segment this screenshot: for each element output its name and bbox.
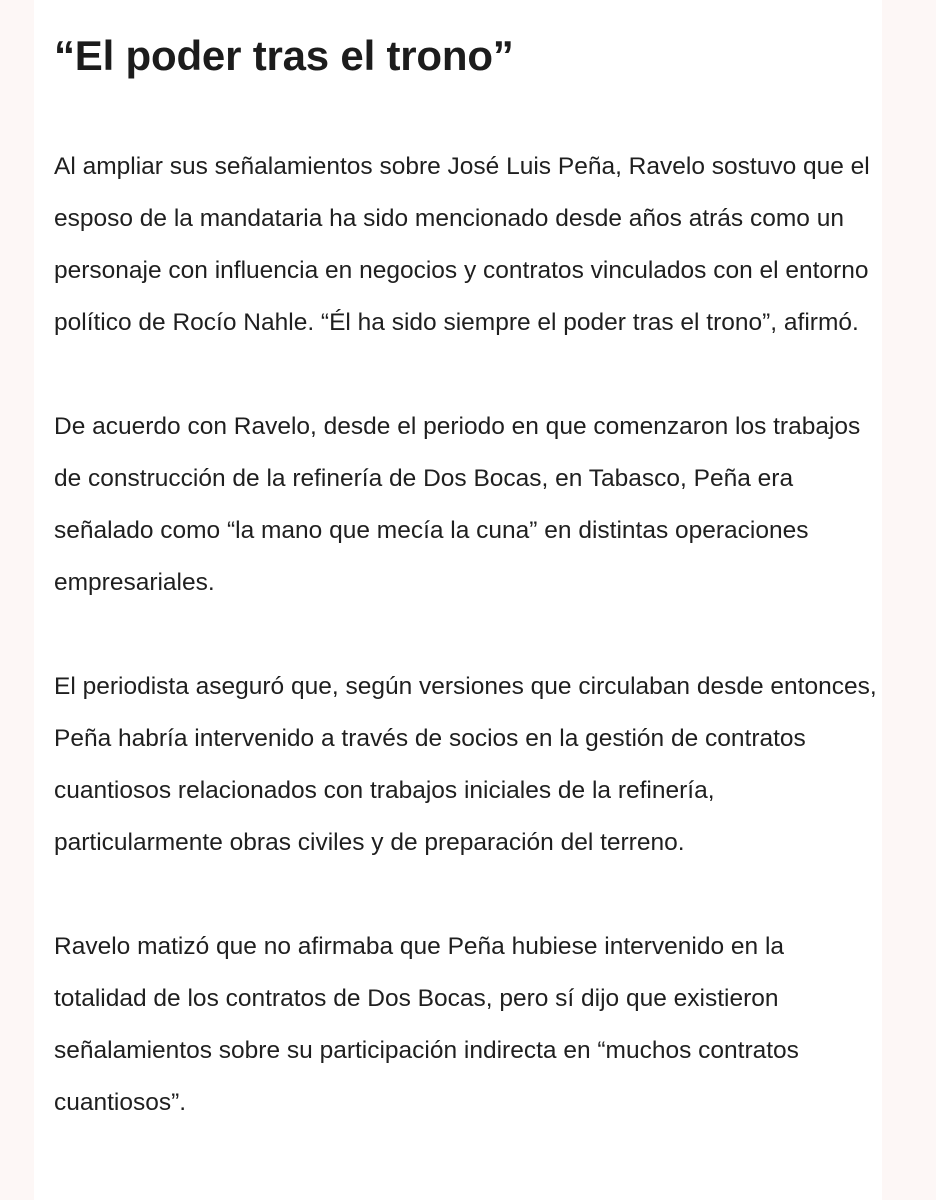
section-headline: “El poder tras el trono”: [54, 32, 514, 79]
article-paragraph: De acuerdo con Ravelo, desde el periodo en que comenzaron los trabajos de construcción de la refinería de Dos Bocas, en Tabasco, Peña era señalado como “la mano que mecía la cuna” en distintas operaciones empresariales.: [54, 413, 861, 596]
article-page: [34, 0, 882, 1200]
article-paragraph: El periodista aseguró que, según versiones que circulaban desde entonces, Peña habría intervenido a través de socios en la gestión de contratos cuantiosos relacionados con trabajos iniciales de la refinería, particularmente obras civiles y de preparación del terreno.: [54, 673, 877, 856]
article-paragraph: Al ampliar sus señalamientos sobre José Luis Peña, Ravelo sostuvo que el esposo de la mandataria ha sido mencionado desde años atrás como un personaje con influencia en negocios y contratos vinculados con el entorno político de Rocío Nahle. “Él ha sido siempre el poder tras el trono”, afirmó.: [54, 153, 870, 336]
article-body: [54, 0, 880, 1129]
article-paragraph: Ravelo matizó que no afirmaba que Peña hubiese intervenido en la totalidad de los contratos de Dos Bocas, pero sí dijo que existieron señalamientos sobre su participación indirecta en “muchos contratos cuantiosos”.: [54, 933, 799, 1116]
